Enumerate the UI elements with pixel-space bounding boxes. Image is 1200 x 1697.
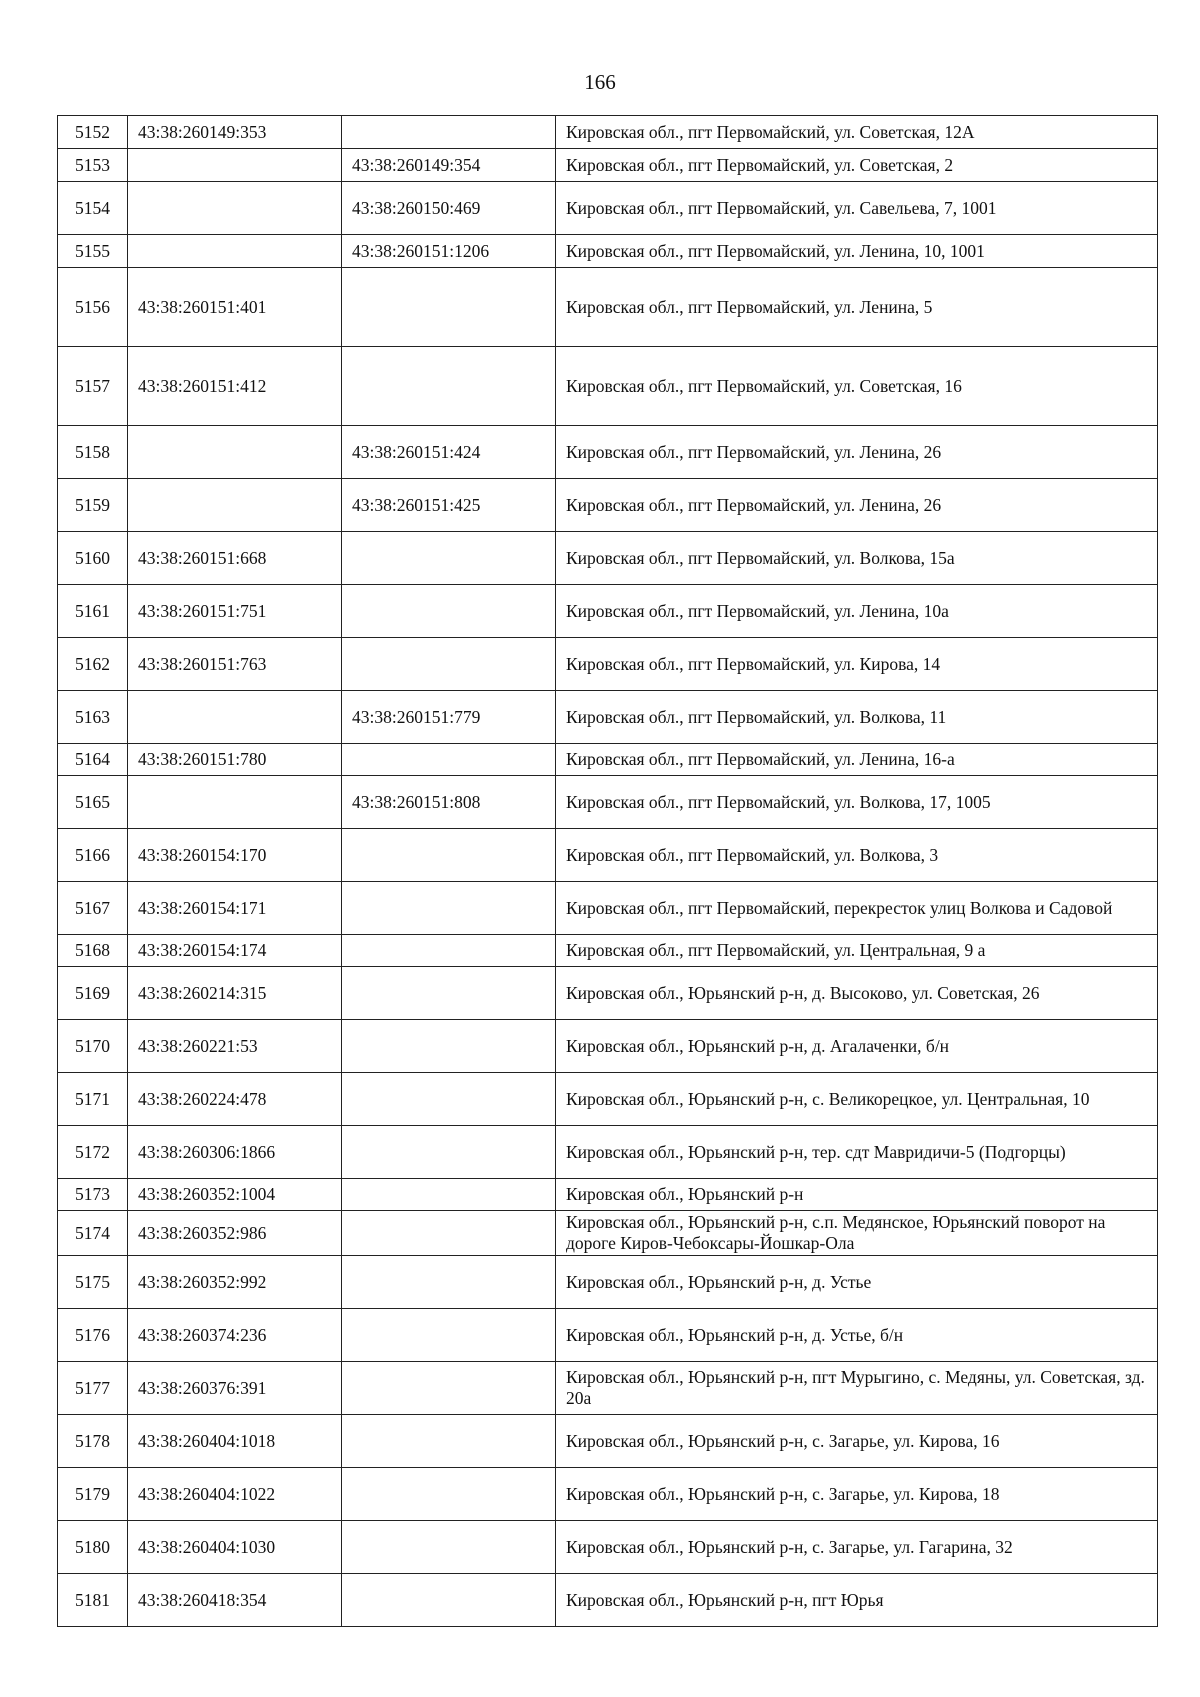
cadastral-number-alt-cell: 43:38:260151:779 (342, 691, 556, 744)
cadastral-number-alt-cell (342, 116, 556, 149)
row-number-cell: 5153 (58, 149, 128, 182)
cadastral-number-alt-cell (342, 1468, 556, 1521)
row-number-cell: 5159 (58, 479, 128, 532)
cadastral-number-cell (128, 479, 342, 532)
address-cell: Кировская обл., пгт Первомайский, ул. Ленина, 5 (556, 268, 1158, 347)
cadastral-number-alt-cell: 43:38:260151:808 (342, 776, 556, 829)
cadastral-number-cell: 43:38:260151:668 (128, 532, 342, 585)
row-number-cell: 5178 (58, 1415, 128, 1468)
row-number-cell: 5162 (58, 638, 128, 691)
table-row (58, 1468, 1158, 1521)
address-cell: Кировская обл., пгт Первомайский, ул. Советская, 16 (556, 347, 1158, 426)
cadastral-number-alt-cell (342, 585, 556, 638)
address-cell: Кировская обл., Юрьянский р-н, с. Великорецкое, ул. Центральная, 10 (556, 1073, 1158, 1126)
row-number-cell: 5165 (58, 776, 128, 829)
table-row (58, 182, 1158, 235)
address-cell: Кировская обл., Юрьянский р-н, тер. сдт Мавридичи-5 (Подгорцы) (556, 1126, 1158, 1179)
row-number-cell: 5173 (58, 1179, 128, 1211)
cadastral-number-cell: 43:38:260374:236 (128, 1309, 342, 1362)
address-cell: Кировская обл., Юрьянский р-н, с.п. Медянское, Юрьянский поворот на дороге Киров-Чебоксары-Йошкар-Ола (556, 1211, 1158, 1256)
cadastral-number-alt-cell (342, 268, 556, 347)
table-row (58, 1179, 1158, 1211)
cadastral-number-alt-cell (342, 1073, 556, 1126)
row-number-cell: 5168 (58, 935, 128, 967)
page-number: 166 (584, 70, 616, 94)
table-row (58, 1256, 1158, 1309)
row-number-cell: 5170 (58, 1020, 128, 1073)
table-row (58, 235, 1158, 268)
cadastral-number-cell: 43:38:260154:174 (128, 935, 342, 967)
cadastral-number-cell: 43:38:260151:401 (128, 268, 342, 347)
row-number-cell: 5176 (58, 1309, 128, 1362)
row-number-cell: 5154 (58, 182, 128, 235)
cadastral-number-cell: 43:38:260418:354 (128, 1574, 342, 1627)
cadastral-number-alt-cell (342, 1179, 556, 1211)
table-row (58, 268, 1158, 347)
table-row (58, 532, 1158, 585)
cadastral-number-alt-cell (342, 1211, 556, 1256)
cadastral-number-alt-cell: 43:38:260151:425 (342, 479, 556, 532)
cadastral-number-cell: 43:38:260404:1018 (128, 1415, 342, 1468)
registry-table-body (58, 116, 1158, 1627)
address-cell: Кировская обл., Юрьянский р-н (556, 1179, 1158, 1211)
table-row (58, 116, 1158, 149)
row-number-cell: 5179 (58, 1468, 128, 1521)
table-row (58, 935, 1158, 967)
cadastral-number-cell: 43:38:260224:478 (128, 1073, 342, 1126)
row-number-cell: 5158 (58, 426, 128, 479)
cadastral-number-cell: 43:38:260151:751 (128, 585, 342, 638)
table-row (58, 1415, 1158, 1468)
address-cell: Кировская обл., пгт Первомайский, ул. Волкова, 17, 1005 (556, 776, 1158, 829)
table-row (58, 1126, 1158, 1179)
row-number-cell: 5169 (58, 967, 128, 1020)
address-cell: Кировская обл., пгт Первомайский, ул. Советская, 2 (556, 149, 1158, 182)
row-number-cell: 5156 (58, 268, 128, 347)
cadastral-number-cell: 43:38:260151:763 (128, 638, 342, 691)
cadastral-number-alt-cell (342, 1574, 556, 1627)
cadastral-number-alt-cell (342, 967, 556, 1020)
address-cell: Кировская обл., пгт Первомайский, ул. Волкова, 15а (556, 532, 1158, 585)
table-row (58, 638, 1158, 691)
row-number-cell: 5167 (58, 882, 128, 935)
cadastral-number-cell: 43:38:260352:992 (128, 1256, 342, 1309)
row-number-cell: 5175 (58, 1256, 128, 1309)
address-cell: Кировская обл., пгт Первомайский, ул. Советская, 12А (556, 116, 1158, 149)
registry-table (57, 115, 1158, 1627)
cadastral-number-alt-cell: 43:38:260151:424 (342, 426, 556, 479)
address-cell: Кировская обл., пгт Первомайский, ул. Волкова, 11 (556, 691, 1158, 744)
cadastral-number-cell: 43:38:260149:353 (128, 116, 342, 149)
cadastral-number-cell: 43:38:260376:391 (128, 1362, 342, 1415)
cadastral-number-cell: 43:38:260151:780 (128, 744, 342, 776)
row-number-cell: 5166 (58, 829, 128, 882)
address-cell: Кировская обл., пгт Первомайский, перекресток улиц Волкова и Садовой (556, 882, 1158, 935)
address-cell: Кировская обл., пгт Первомайский, ул. Волкова, 3 (556, 829, 1158, 882)
cadastral-number-alt-cell (342, 1256, 556, 1309)
address-cell: Кировская обл., пгт Первомайский, ул. Савельева, 7, 1001 (556, 182, 1158, 235)
table-row (58, 1073, 1158, 1126)
address-cell: Кировская обл., Юрьянский р-н, пгт Юрья (556, 1574, 1158, 1627)
address-cell: Кировская обл., пгт Первомайский, ул. Кирова, 14 (556, 638, 1158, 691)
row-number-cell: 5177 (58, 1362, 128, 1415)
cadastral-number-cell: 43:38:260352:986 (128, 1211, 342, 1256)
cadastral-number-cell (128, 149, 342, 182)
cadastral-number-cell: 43:38:260154:171 (128, 882, 342, 935)
cadastral-number-cell: 43:38:260151:412 (128, 347, 342, 426)
cadastral-number-alt-cell (342, 1126, 556, 1179)
cadastral-number-cell: 43:38:260352:1004 (128, 1179, 342, 1211)
address-cell: Кировская обл., пгт Первомайский, ул. Ленина, 16-а (556, 744, 1158, 776)
address-cell: Кировская обл., Юрьянский р-н, д. Высоково, ул. Советская, 26 (556, 967, 1158, 1020)
address-cell: Кировская обл., пгт Первомайский, ул. Ленина, 26 (556, 479, 1158, 532)
table-row (58, 1574, 1158, 1627)
table-row (58, 776, 1158, 829)
table-row (58, 882, 1158, 935)
cadastral-number-cell: 43:38:260221:53 (128, 1020, 342, 1073)
cadastral-number-cell (128, 426, 342, 479)
table-row (58, 149, 1158, 182)
table-row (58, 829, 1158, 882)
table-row (58, 744, 1158, 776)
cadastral-number-alt-cell (342, 935, 556, 967)
table-row (58, 967, 1158, 1020)
row-number-cell: 5155 (58, 235, 128, 268)
row-number-cell: 5172 (58, 1126, 128, 1179)
address-cell: Кировская обл., Юрьянский р-н, д. Агалаченки, б/н (556, 1020, 1158, 1073)
cadastral-number-cell (128, 776, 342, 829)
address-cell: Кировская обл., пгт Первомайский, ул. Ленина, 10, 1001 (556, 235, 1158, 268)
table-row (58, 691, 1158, 744)
cadastral-number-cell: 43:38:260404:1030 (128, 1521, 342, 1574)
table-row (58, 479, 1158, 532)
cadastral-number-alt-cell (342, 882, 556, 935)
cadastral-number-alt-cell (342, 1020, 556, 1073)
cadastral-number-alt-cell (342, 347, 556, 426)
row-number-cell: 5160 (58, 532, 128, 585)
cadastral-number-alt-cell (342, 1521, 556, 1574)
cadastral-number-alt-cell (342, 744, 556, 776)
row-number-cell: 5174 (58, 1211, 128, 1256)
row-number-cell: 5171 (58, 1073, 128, 1126)
address-cell: Кировская обл., пгт Первомайский, ул. Ленина, 10а (556, 585, 1158, 638)
cadastral-number-cell: 43:38:260154:170 (128, 829, 342, 882)
row-number-cell: 5152 (58, 116, 128, 149)
table-row (58, 347, 1158, 426)
cadastral-number-alt-cell: 43:38:260149:354 (342, 149, 556, 182)
cadastral-number-alt-cell (342, 638, 556, 691)
table-row (58, 426, 1158, 479)
cadastral-number-alt-cell (342, 1362, 556, 1415)
cadastral-number-cell: 43:38:260404:1022 (128, 1468, 342, 1521)
address-cell: Кировская обл., Юрьянский р-н, с. Загарье, ул. Кирова, 16 (556, 1415, 1158, 1468)
address-cell: Кировская обл., Юрьянский р-н, д. Устье, б/н (556, 1309, 1158, 1362)
cadastral-number-alt-cell (342, 532, 556, 585)
cadastral-number-cell (128, 235, 342, 268)
cadastral-number-alt-cell (342, 829, 556, 882)
row-number-cell: 5163 (58, 691, 128, 744)
table-row (58, 585, 1158, 638)
cadastral-number-cell (128, 691, 342, 744)
address-cell: Кировская обл., Юрьянский р-н, с. Загарье, ул. Гагарина, 32 (556, 1521, 1158, 1574)
address-cell: Кировская обл., пгт Первомайский, ул. Центральная, 9 а (556, 935, 1158, 967)
table-row (58, 1362, 1158, 1415)
cadastral-number-cell: 43:38:260306:1866 (128, 1126, 342, 1179)
table-row (58, 1020, 1158, 1073)
address-cell: Кировская обл., пгт Первомайский, ул. Ленина, 26 (556, 426, 1158, 479)
row-number-cell: 5164 (58, 744, 128, 776)
row-number-cell: 5181 (58, 1574, 128, 1627)
row-number-cell: 5161 (58, 585, 128, 638)
row-number-cell: 5157 (58, 347, 128, 426)
address-cell: Кировская обл., Юрьянский р-н, с. Загарье, ул. Кирова, 18 (556, 1468, 1158, 1521)
row-number-cell: 5180 (58, 1521, 128, 1574)
cadastral-number-cell (128, 182, 342, 235)
address-cell: Кировская обл., Юрьянский р-н, пгт Мурыгино, с. Медяны, ул. Советская, зд. 20а (556, 1362, 1158, 1415)
cadastral-number-alt-cell (342, 1309, 556, 1362)
table-row (58, 1521, 1158, 1574)
cadastral-number-alt-cell: 43:38:260151:1206 (342, 235, 556, 268)
table-row (58, 1211, 1158, 1256)
table-row (58, 1309, 1158, 1362)
cadastral-number-alt-cell: 43:38:260150:469 (342, 182, 556, 235)
cadastral-number-alt-cell (342, 1415, 556, 1468)
cadastral-number-cell: 43:38:260214:315 (128, 967, 342, 1020)
address-cell: Кировская обл., Юрьянский р-н, д. Устье (556, 1256, 1158, 1309)
